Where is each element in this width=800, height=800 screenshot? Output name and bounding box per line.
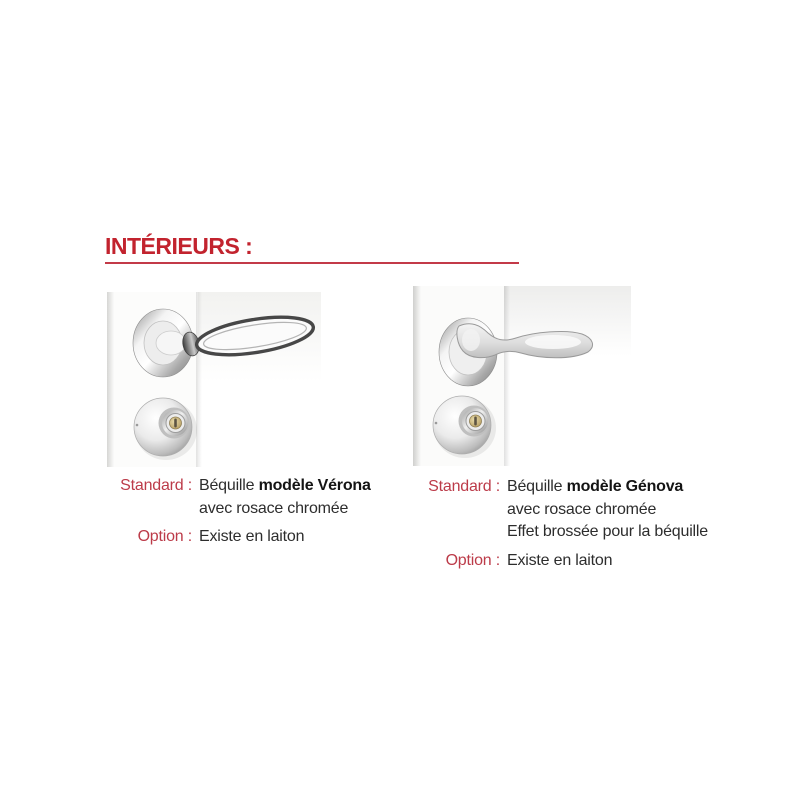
- verona-door-handle-photo: [105, 292, 321, 467]
- genova-standard-line1: Béquille modèle Génova: [507, 478, 684, 495]
- verona-option-row: [105, 526, 405, 549]
- option-label: Option :: [445, 551, 500, 569]
- verona-standard-line1: Béquille modèle Vérona: [199, 477, 371, 494]
- verona-option-value: Existe en laiton: [199, 528, 305, 545]
- door-plate-left-edge: [413, 286, 421, 466]
- genova-standard-line3: Effet brossée pour la béquille: [507, 523, 708, 540]
- genova-option-value: Existe en laiton: [507, 551, 613, 569]
- genova-handle-illustration: [413, 286, 631, 466]
- section-heading: INTÉRIEURS :: [105, 233, 253, 259]
- verona-handle-illustration: [105, 292, 321, 467]
- genova-standard-line2: avec rosace chromée: [507, 500, 657, 518]
- section-heading-rule: [105, 233, 519, 264]
- genova-standard-row: [413, 476, 733, 544]
- standard-label: Standard :: [120, 477, 192, 494]
- option-label: Option :: [137, 528, 192, 545]
- door-plate-left-edge: [107, 292, 114, 467]
- genova-model-name: modèle Génova: [566, 478, 684, 495]
- verona-standard-line2: avec rosace chromée: [199, 499, 349, 517]
- verona-standard-row: [105, 475, 405, 520]
- door-plate-right-shadow: [504, 286, 510, 466]
- genova-door-handle-photo: [413, 286, 631, 466]
- handle-neck: [156, 331, 201, 358]
- verona-specs: [105, 475, 405, 549]
- standard-label: Standard :: [428, 478, 500, 495]
- door-plate-right-shadow: [196, 292, 202, 467]
- verona-model-name: modèle Vérona: [258, 477, 371, 494]
- genova-option-row: [413, 550, 733, 573]
- genova-specs: [413, 476, 733, 572]
